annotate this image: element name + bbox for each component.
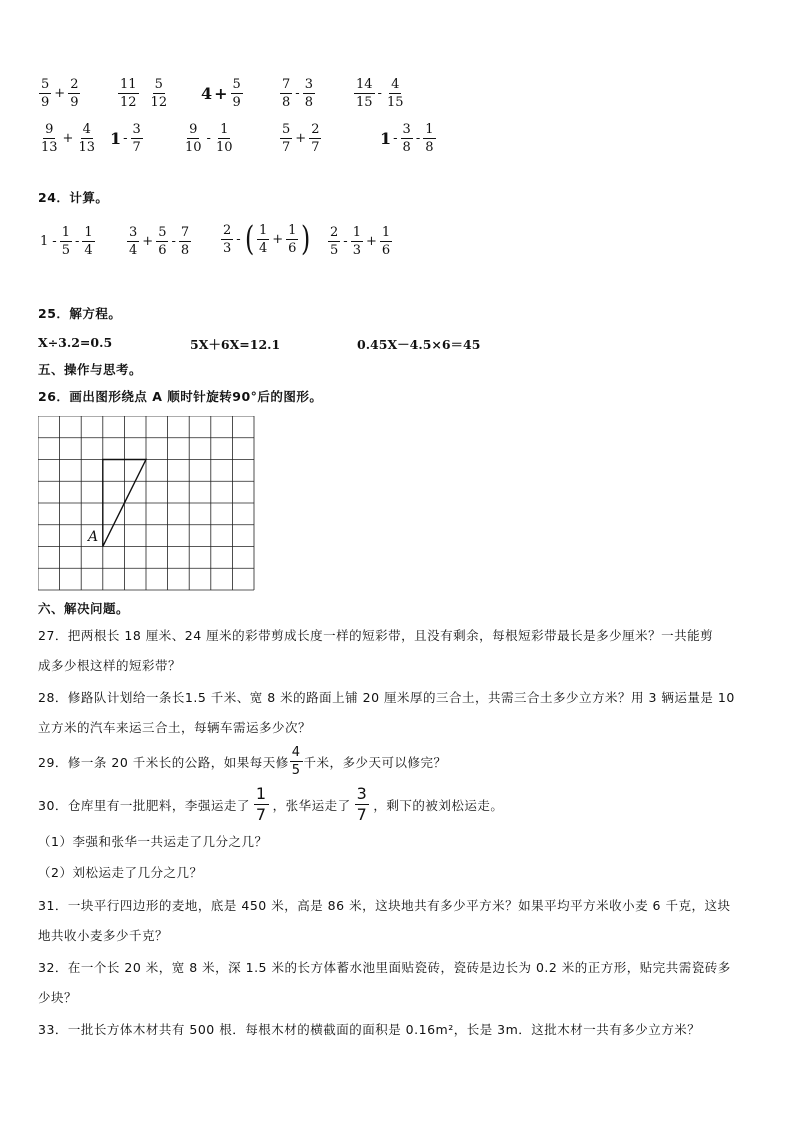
arith-r2-e5: 1 - $\frac{3}{8}$ - $\frac{1}{8}$ [380,122,434,155]
fraction: $\frac{5}{9}$ [232,77,241,110]
fraction: $\frac{5}{9}$ [41,77,50,110]
fraction: $\frac{9}{10}$ [185,122,202,155]
q25-title: 25．解方程。 [38,306,122,321]
fraction: $\frac{3}{4}$ [129,225,138,258]
fraction: $\frac{3}{7}$ [356,784,368,824]
fraction: $\frac{5}{6}$ [158,225,167,258]
fraction: $\frac{2}{7}$ [311,122,320,155]
q30-sub-2: （2）刘松运走了几分之几？ [38,865,203,880]
q30-sub-1: （1）李强和张华一共运走了几分之几？ [38,834,268,849]
fraction: $\frac{1}{8}$ [425,122,434,155]
fraction: $\frac{2}{9}$ [70,77,79,110]
fraction: $\frac{1}{4}$ [258,222,268,256]
q31-line-1: 31．一块平行四边形的麦地，底是 450 米，高是 86 米，这块地共有多少平方米？如果平均平方米收小麦 6 千克，这块 [38,898,731,913]
fraction: $\frac{1}{10}$ [215,122,233,155]
section-6-heading: 六、解决问题。 [38,601,130,616]
q33-line-1: 33．一批长方体木材共有 500 根．每根木材的横截面的面积是 0.16m²，长是 3m．这批木材一共有多少立方米？ [38,1022,701,1037]
q29: 29．修一条 20 千米长的公路，如果每天修 $\frac{4}{5}$ 千米，多少天可以修完？ [38,745,447,778]
q24-e2: $\frac{3}{4}$ + $\frac{5}{6}$ - $\frac{7}{8}$ [129,225,190,258]
fraction: $\frac{1}{7}$ [255,784,267,824]
q25-eq3: 0.45X－4.5×6＝45 [357,337,481,352]
q28-line-2: 立方米的汽车来运三合土，每辆车需运多少次？ [38,720,312,735]
arith-r2-e2: 1 - $\frac{3}{7}$ [110,122,141,155]
q24-e1: 1 - $\frac{1}{5}$ - $\frac{1}{4}$ [40,225,93,258]
q25-eq1: X÷3.2=0.5 [38,335,113,350]
fraction: $\frac{1}{4}$ [84,225,93,258]
fraction: $\frac{3}{8}$ [402,122,411,155]
q24-e4: $\frac{2}{5}$ - $\frac{1}{3}$ + $\frac{1}{6}$ [330,225,391,258]
fraction: $\frac{1}{5}$ [61,225,70,258]
grid-lines [38,416,254,590]
q25-eq2: 5X＋6X=12.1 [190,337,281,352]
arith-r1-e4: $\frac{7}{8}$ - $\frac{3}{8}$ [282,77,313,110]
arith-r2-e3: $\frac{9}{10}$ - $\frac{1}{10}$ [185,122,233,155]
fraction: $\frac{4}{5}$ [291,745,301,778]
arith-r1-e3: 4 + $\frac{5}{9}$ [201,77,241,110]
q24-title: 24．计算。 [38,190,109,205]
q30: 30．仓库里有一批肥料，李强运走了 $\frac{1}{7}$ ，张华运走了 $\frac{3}{7}$ ，剩下的被刘松运走。 [38,784,504,824]
q32-line-1: 32．在一个长 20 米，宽 8 米，深 1.5 米的长方体蓄水池里面贴瓷砖，瓷砖是边长为 0.2 米的正方形，贴完共需瓷砖多 [38,960,731,975]
fraction: $\frac{2}{5}$ [330,225,339,258]
fraction: $\frac{4}{13}$ [78,122,95,155]
q28-line-1: 28．修路队计划给一条长1.5 千米、宽 8 米的路面上铺 20 厘米厚的三合土，共需三合土多少立方米？用 3 辆运量是 10 [38,690,735,705]
fraction: $\frac{2}{3}$ [223,222,232,256]
q27-line-1: 27．把两根长 18 厘米、24 厘米的彩带剪成长度一样的短彩带，且没有剩余，每根短彩带最长是多少厘米？一共能剪 [38,628,714,643]
arith-r2-e4: $\frac{5}{7}$ + $\frac{2}{7}$ [282,122,320,155]
q26-title: 26．画出图形绕点 A 顺时针旋转90°后的图形。 [38,389,323,404]
fraction: $\frac{3}{8}$ [304,77,313,110]
fraction: $\frac{5}{7}$ [282,122,291,155]
point-a-label: A [88,529,99,545]
fraction: $\frac{1}{3}$ [352,225,361,258]
section-5-heading: 五、操作与思考。 [38,362,143,377]
fraction: $\frac{7}{8}$ [282,77,291,110]
rotation-grid [38,416,256,591]
fraction: $\frac{7}{8}$ [180,225,190,258]
fraction: $\frac{14}{15}$ [356,77,373,110]
arith-r1-e1: $\frac{5}{9}$ + $\frac{2}{9}$ [41,77,79,110]
fraction: $\frac{9}{13}$ [41,122,58,155]
arith-r1-e2 [117,78,170,109]
arith-r2-e1: $\frac{9}{13}$ + $\frac{4}{13}$ [41,122,95,155]
fraction: $\frac{3}{7}$ [132,122,141,155]
fraction: $\frac{4}{15}$ [386,77,404,110]
fraction: $\frac{5}{12}$ [150,77,168,110]
fraction: $\frac{1}{6}$ [381,225,391,258]
fraction: $\frac{1}{6}$ [288,222,297,256]
q27-line-2: 成多少根这样的短彩带？ [38,658,182,673]
fraction: $\frac{11}{12}$ [120,77,137,110]
q32-line-2: 少块？ [38,990,78,1005]
q31-line-2: 地共收小麦多少千克？ [38,928,169,943]
arith-r1-e5: $\frac{14}{15}$ - $\frac{4}{15}$ [356,77,404,110]
q24-e3: $\frac{2}{3}$ - ( $\frac{1}{4}$ + $\frac{1}{6}$ ) [223,219,311,259]
